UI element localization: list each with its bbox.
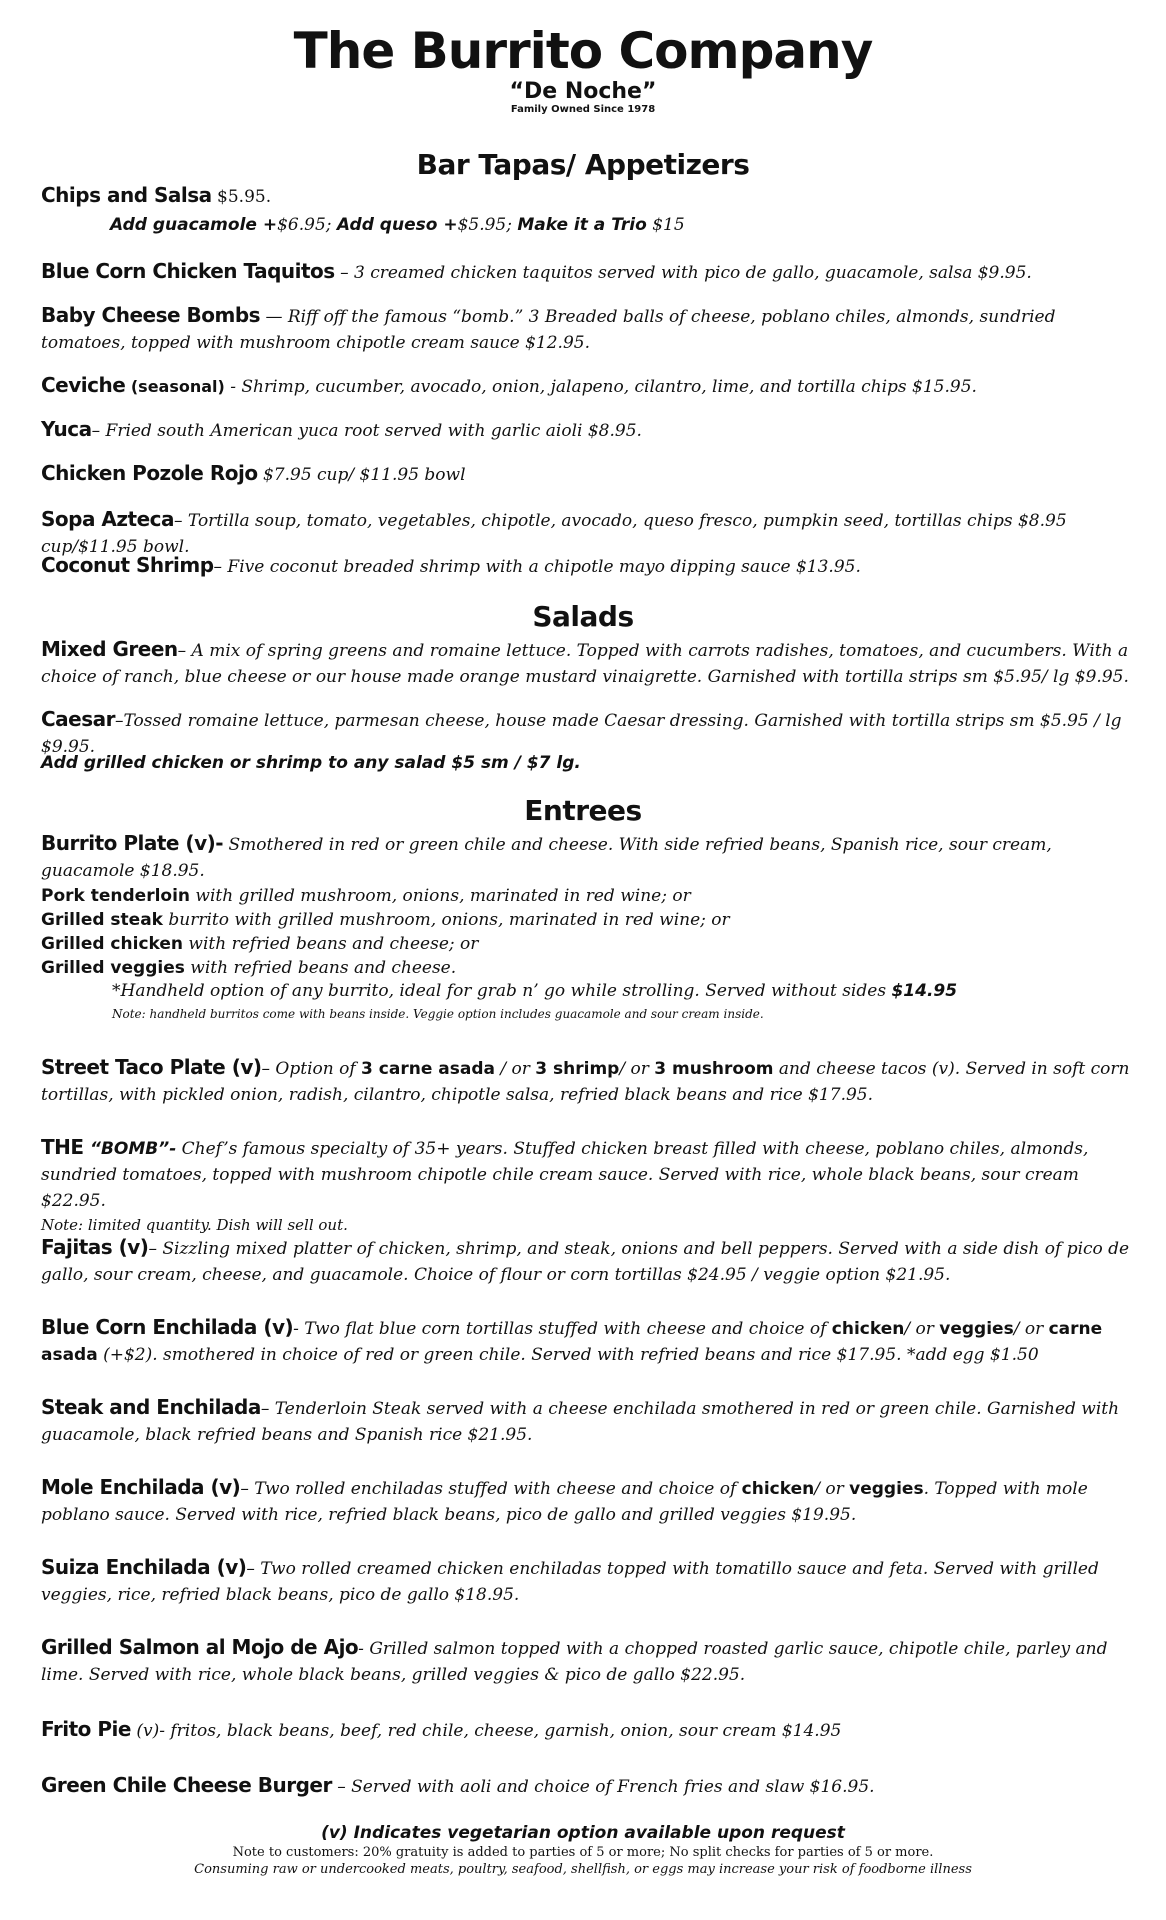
item-price: $5.95. xyxy=(217,187,272,207)
menu-item-frito-pie: Frito Pie (v)- fritos, black beans, beef, red chile, cheese, garnish, onion, sour cream $14.95 xyxy=(41,1717,842,1741)
menu-item-mole-enchilada: Mole Enchilada (v)– Two rolled enchiladas stuffed with cheese and choice of chicken/ or veggies. Topped with mole poblano sauce. Served with rice, refried black beans, pico de gallo and grilled veggies $19.95. xyxy=(41,1475,1088,1525)
menu-item-sopa-azteca: Sopa Azteca– Tortilla soup, tomato, vegetables, chipotle, avocado, queso fresco, pumpkin seed, tortillas chips $8.95 cup/$11.95 bowl. xyxy=(41,507,1067,557)
menu-item-blue-corn-enchilada: Blue Corn Enchilada (v)- Two flat blue corn tortillas stuffed with cheese and choice of chicken/ or veggies/ or carne asada (+$2). smothered in choice of red or green chile. Served with refried beans and rice $17.95. *add egg $1.50 xyxy=(41,1315,1103,1365)
menu-item-street-taco: Street Taco Plate (v)– Option of 3 carne asada / or 3 shrimp/ or 3 mushroom and cheese tacos (v). Served in soft corn tortillas, with pickled onion, radish, cilantro, chipotle salsa, refried black beans and rice $17.95. xyxy=(41,1055,1130,1105)
menu-footer xyxy=(0,1822,1166,1878)
menu-item-burrito-plate: Burrito Plate (v)- Smothered in red or green chile and cheese. With side refried beans, Spanish rice, sour cream, guacamole $18.95. Pork tenderloin with grilled mushroom, onions, marinated in red wine; or Grilled steak burrito with grilled mushroom, onions, marinated in red wine; or Grilled chicken with refried beans and cheese; or Grilled veggies with refried beans and cheese. xyxy=(41,831,1052,978)
chips-addons: Add guacamole +$6.95; Add queso +$5.95; Make it a Trio $15 xyxy=(110,215,685,235)
handheld-option: *Handheld option of any burrito, ideal for grab n’ go while strolling. Served without sides $14.95 xyxy=(112,981,958,1001)
menu-item-suiza-enchilada: Suiza Enchilada (v)– Two rolled creamed chicken enchiladas topped with tomatillo sauce and feta. Served with grilled veggies, rice, refried black beans, pico de gallo $18.95. xyxy=(41,1555,1099,1605)
menu-item-chips xyxy=(41,182,1131,210)
appetizers-heading: Bar Tapas/ Appetizers xyxy=(416,148,750,181)
menu-item-green-chile-burger: Green Chile Cheese Burger – Served with aoli and choice of French fries and slaw $16.95. xyxy=(41,1773,875,1797)
menu-item-ceviche: Ceviche (seasonal) - Shrimp, cucumber, avocado, onion, jalapeno, cilantro, lime, and tortilla chips $15.95. xyxy=(41,373,977,397)
gratuity-note: Note to customers: 20% gratuity is added to parties of 5 or more; No split checks for parties of 5 or more. xyxy=(232,1845,934,1860)
menu-header xyxy=(0,22,1166,116)
menu-item-pozole: Chicken Pozole Rojo $7.95 cup/ $11.95 bowl xyxy=(41,461,466,485)
menu-item-cheese-bombs: Baby Cheese Bombs — Riff off the famous “bomb.” 3 Breaded balls of cheese, poblano chiles, almonds, sundried tomatoes, topped with mushroom chipotle cream sauce $12.95. xyxy=(41,303,1056,353)
menu-item-coconut-shrimp: Coconut Shrimp– Five coconut breaded shrimp with a chipotle mayo dipping sauce $13.95. xyxy=(41,553,861,577)
menu-item-yuca: Yuca– Fried south American yuca root served with garlic aioli $8.95. xyxy=(41,417,642,441)
salad-addon: Add grilled chicken or shrimp to any salad $5 sm / $7 lg. xyxy=(41,753,581,773)
menu-item-mixed-green: Mixed Green– A mix of spring greens and romaine lettuce. Topped with carrots radishes, tomatoes, and cucumbers. With a choice of ranch, blue cheese or our house made orange mustard vinaigrette. Garnished with tortilla strips sm $5.95/ lg $9.95. xyxy=(41,637,1129,687)
vegetarian-note: (v) Indicates vegetarian option available upon request xyxy=(321,1823,845,1843)
restaurant-subtitle: “De Noche” xyxy=(509,79,657,104)
entrees-heading: Entrees xyxy=(524,794,642,827)
restaurant-title: The Burrito Company xyxy=(293,22,873,80)
food-safety-warning: Consuming raw or undercooked meats, poultry, seafood, shellfish, or eggs may increase your risk of foodborne illness xyxy=(194,1862,972,1877)
salads-heading: Salads xyxy=(532,600,634,633)
family-owned-since: Family Owned Since 1978 xyxy=(510,104,656,115)
menu-item-the-bomb: THE “BOMB”- Chef’s famous specialty of 35+ years. Stuffed chicken breast filled with cheese, poblano chiles, almonds, sundried tomatoes, topped with mushroom chipotle chile cream sauce. Served with rice, whole black beans, sour cream $22.95. Note: limited quantity. Dish will sell out. xyxy=(41,1135,1089,1234)
menu-item-fajitas: Fajitas (v)– Sizzling mixed platter of chicken, shrimp, and steak, onions and bell peppers. Served with a side dish of pico de gallo, sour cream, cheese, and guacamole. Choice of flour or corn tortillas $24.95 / veggie option $21.95. xyxy=(41,1235,1130,1285)
menu-item-steak-enchilada: Steak and Enchilada– Tenderloin Steak served with a cheese enchilada smothered in red or green chile. Garnished with guacamole, black refried beans and Spanish rice $21.95. xyxy=(41,1395,1120,1445)
menu-item-caesar: Caesar–Tossed romaine lettuce, parmesan cheese, house made Caesar dressing. Garnished with tortilla strips sm $5.95 / lg $9.95. xyxy=(41,707,1122,757)
handheld-note: Note: handheld burritos come with beans inside. Veggie option includes guacamole and sour cream inside. xyxy=(112,1007,764,1021)
item-name: Chips and Salsa xyxy=(41,183,212,207)
menu-item-taquitos: Blue Corn Chicken Taquitos – 3 creamed chicken taquitos served with pico de gallo, guacamole, salsa $9.95. xyxy=(41,259,1032,283)
menu-item-grilled-salmon: Grilled Salmon al Mojo de Ajo- Grilled salmon topped with a chopped roasted garlic sauce, chipotle chile, parley and lime. Served with rice, whole black beans, grilled veggies & pico de gallo $22.95. xyxy=(41,1635,1108,1685)
